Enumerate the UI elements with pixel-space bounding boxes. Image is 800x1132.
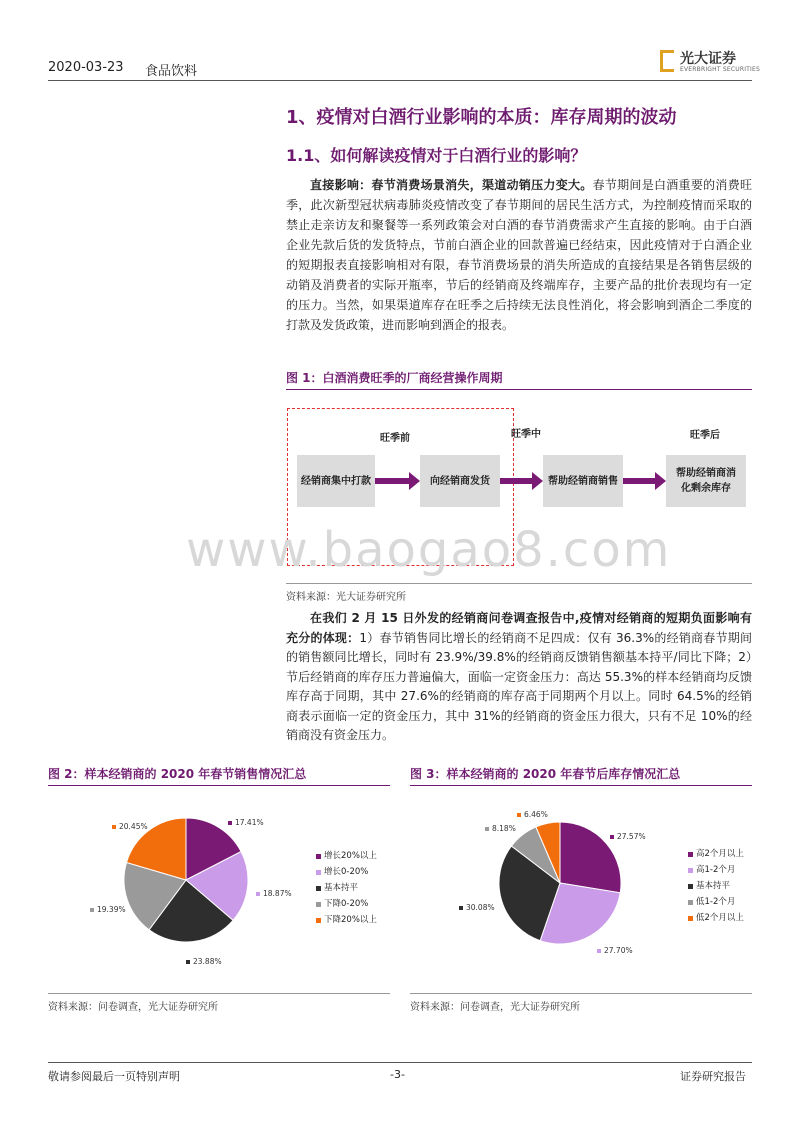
figure-2-title-rule <box>48 785 390 786</box>
pie1-label-0-swatch <box>228 821 232 825</box>
pie1-label-2 <box>186 957 222 966</box>
sales-pie-chart <box>124 818 248 942</box>
phase-label-post: 旺季后 <box>690 430 720 441</box>
pie2-legend-label: 高1-2个月 <box>696 865 736 875</box>
paragraph-2-text: 1）春节销售同比增长的经销商不足四成：仅有 36.3%的经销商春节期间的销售额同比增长，同时有 23.9%/39.8%的经销商反馈销售额基本持平/同比下降；2）节后经销商的库存压力普遍偏大，面临一定资金压力：高达 55.3%的样本经销商均反馈库存高于同期，其中 27.6%的经销商的库存高于同期两个月以上。同时 64.5%的经销商表示面临一定的资金压力，其中 31%的经销商的资金压力很大，只有不足 10%的经销商没有资金压力。 <box>286 630 752 742</box>
pie2-legend-item <box>688 894 744 910</box>
pie1-label-1 <box>256 889 292 898</box>
flow-step-inventory-support: 帮助经销商消化剩余库存 <box>666 455 746 507</box>
flow-arrow-3-icon <box>623 470 667 492</box>
logo-text: 光大证券 <box>680 51 736 67</box>
pie1-label-4-text: 20.45% <box>119 822 148 831</box>
pie2-label-4 <box>517 810 548 819</box>
pie1-legend-swatch <box>316 918 321 923</box>
pie1-label-3-swatch <box>90 908 94 912</box>
figure-2-source: 资料来源：问卷调查，光大证券研究所 <box>48 1002 218 1013</box>
pie2-legend-label: 低2个月以上 <box>696 913 744 923</box>
paragraph-1 <box>286 175 752 335</box>
pie1-label-0-text: 17.41% <box>235 818 264 827</box>
figure-1-title-rule <box>286 389 752 390</box>
pie2-label-3-swatch <box>485 827 489 831</box>
flow-step-payment: 经销商集中打款 <box>297 455 375 507</box>
pie1-legend-item <box>316 912 377 928</box>
pie2-label-0 <box>610 832 646 841</box>
pie2-label-3-text: 8.18% <box>492 824 516 833</box>
pie1-legend-label: 下降0-20% <box>324 899 369 909</box>
pie1-legend-label: 增长20%以上 <box>324 851 377 861</box>
pie2-legend-swatch <box>688 868 693 873</box>
pie1-legend-item <box>316 896 377 912</box>
pie1-label-4-swatch <box>112 825 116 829</box>
figure-1-source: 资料来源：光大证券研究所 <box>286 592 406 603</box>
pie1-label-1-text: 18.87% <box>263 889 292 898</box>
pie2-legend-label: 低1-2个月 <box>696 897 736 907</box>
pie2-legend-label: 基本持平 <box>696 881 731 891</box>
pie2-legend-label: 高2个月以上 <box>696 849 744 859</box>
pie1-legend-label: 增长0-20% <box>324 867 369 877</box>
pie1-label-1-swatch <box>256 892 260 896</box>
logo-subtext: EVERBRIGHT SECURITIES <box>680 66 760 73</box>
pie1-legend-swatch <box>316 886 321 891</box>
phase-label-mid: 旺季中 <box>511 429 541 440</box>
flow-arrow-1-icon <box>375 470 421 492</box>
pie2-legend-item <box>688 878 744 894</box>
section-heading: 1、疫情对白酒行业影响的本质：库存周期的波动 <box>286 107 677 128</box>
figure-3-bottom-rule <box>410 993 752 994</box>
pie1-legend-item <box>316 880 377 896</box>
figure-3-title-rule <box>410 785 752 786</box>
figure-2-title: 图 2：样本经销商的 2020 年春节销售情况汇总 <box>48 767 307 781</box>
pie2-label-0-text: 27.57% <box>617 832 646 841</box>
pie2-label-2-text: 30.08% <box>466 903 495 912</box>
pie2-label-1 <box>597 946 633 955</box>
subsection-heading: 1.1、如何解读疫情对于白酒行业的影响？ <box>286 146 587 165</box>
logo-mark-icon <box>660 50 674 72</box>
pie1-legend-label: 下降20%以上 <box>324 915 377 925</box>
pie2-label-4-swatch <box>517 813 521 817</box>
pie1-legend-label: 基本持平 <box>324 883 359 893</box>
pie2-legend-swatch <box>688 852 693 857</box>
paragraph-1-bold: 直接影响：春节消费场景消失，渠道动销压力变大。 <box>310 178 593 192</box>
report-date: 2020-03-23 <box>48 60 124 75</box>
pie1-label-2-text: 23.88% <box>193 957 222 966</box>
figure-3-source: 资料来源：问卷调查，光大证券研究所 <box>410 1002 580 1013</box>
inventory-pie-chart <box>499 822 621 944</box>
figure-2-bottom-rule <box>48 993 390 994</box>
header-divider <box>48 80 752 81</box>
pie2-legend-item <box>688 846 744 862</box>
pie2-legend-item <box>688 910 744 926</box>
pie1-label-0 <box>228 818 264 827</box>
company-logo <box>660 48 760 78</box>
flow-step-sales-support: 帮助经销商销售 <box>543 455 623 507</box>
pie2-label-1-swatch <box>597 949 601 953</box>
figure-1-bottom-rule <box>286 583 752 584</box>
watermark: www.baogao8.com <box>186 522 672 578</box>
pie1-legend-swatch <box>316 854 321 859</box>
pie1-legend-item <box>316 864 377 880</box>
figure-3-title: 图 3：样本经销商的 2020 年春节后库存情况汇总 <box>410 767 681 781</box>
pie2-label-3 <box>485 824 516 833</box>
pie2-label-2-swatch <box>459 906 463 910</box>
paragraph-2-bold: 在我们 2 月 15 日外发的经销商问卷调查报告中,疫情对经销商的短期负面影响有充分的体现： <box>286 611 752 645</box>
footer-report-type: 证券研究报告 <box>680 1070 746 1083</box>
sales-pie-legend <box>316 848 377 928</box>
pie2-legend-swatch <box>688 916 693 921</box>
pie2-legend-swatch <box>688 884 693 889</box>
paragraph-1-text: 春节期间是白酒重要的消费旺季，此次新型冠状病毒肺炎疫情改变了春节期间的居民生活方式，为控制疫情而采取的禁止走亲访友和聚餐等一系列政策会对白酒的春节消费需求产生直接的影响。由于白酒企业先款后货的发货特点，节前白酒企业的回款普遍已经结束，因此疫情对于白酒企业的短期报表直接影响相对有限，春节消费场景的消失所造成的直接结果是各销售层级的动销及消费者的实际开瓶率，节后的经销商及终端库存，主要产品的批价表现均有一定的压力。当然，如果渠道库存在旺季之后持续无法良性消化，将会影响到酒企二季度的打款及发货政策，进而影响到酒企的报表。 <box>286 178 752 332</box>
pie2-label-2 <box>459 903 495 912</box>
pie1-legend-swatch <box>316 870 321 875</box>
footer-divider <box>48 1062 752 1063</box>
pie1-legend-item <box>316 848 377 864</box>
inventory-pie-legend <box>688 846 744 926</box>
pie1-label-2-swatch <box>186 960 190 964</box>
footer-disclaimer: 敬请参阅最后一页特别声明 <box>48 1070 180 1083</box>
report-category: 食品饮料 <box>145 64 198 79</box>
pie2-legend-swatch <box>688 900 693 905</box>
pie1-label-4 <box>112 822 148 831</box>
pie2-label-0-swatch <box>610 835 614 839</box>
pie1-label-3 <box>90 905 126 914</box>
pie1-legend-swatch <box>316 902 321 907</box>
paragraph-2 <box>286 609 752 746</box>
pie2-legend-item <box>688 862 744 878</box>
figure-1-title: 图 1：白酒消费旺季的厂商经营操作周期 <box>286 371 503 385</box>
pie2-label-4-text: 6.46% <box>524 810 548 819</box>
page-number: -3- <box>390 1068 405 1081</box>
phase-label-pre: 旺季前 <box>380 433 410 444</box>
pie1-label-3-text: 19.39% <box>97 905 126 914</box>
pie2-label-1-text: 27.70% <box>604 946 633 955</box>
flow-step-shipment: 向经销商发货 <box>420 455 500 507</box>
flow-arrow-2-icon <box>500 470 544 492</box>
